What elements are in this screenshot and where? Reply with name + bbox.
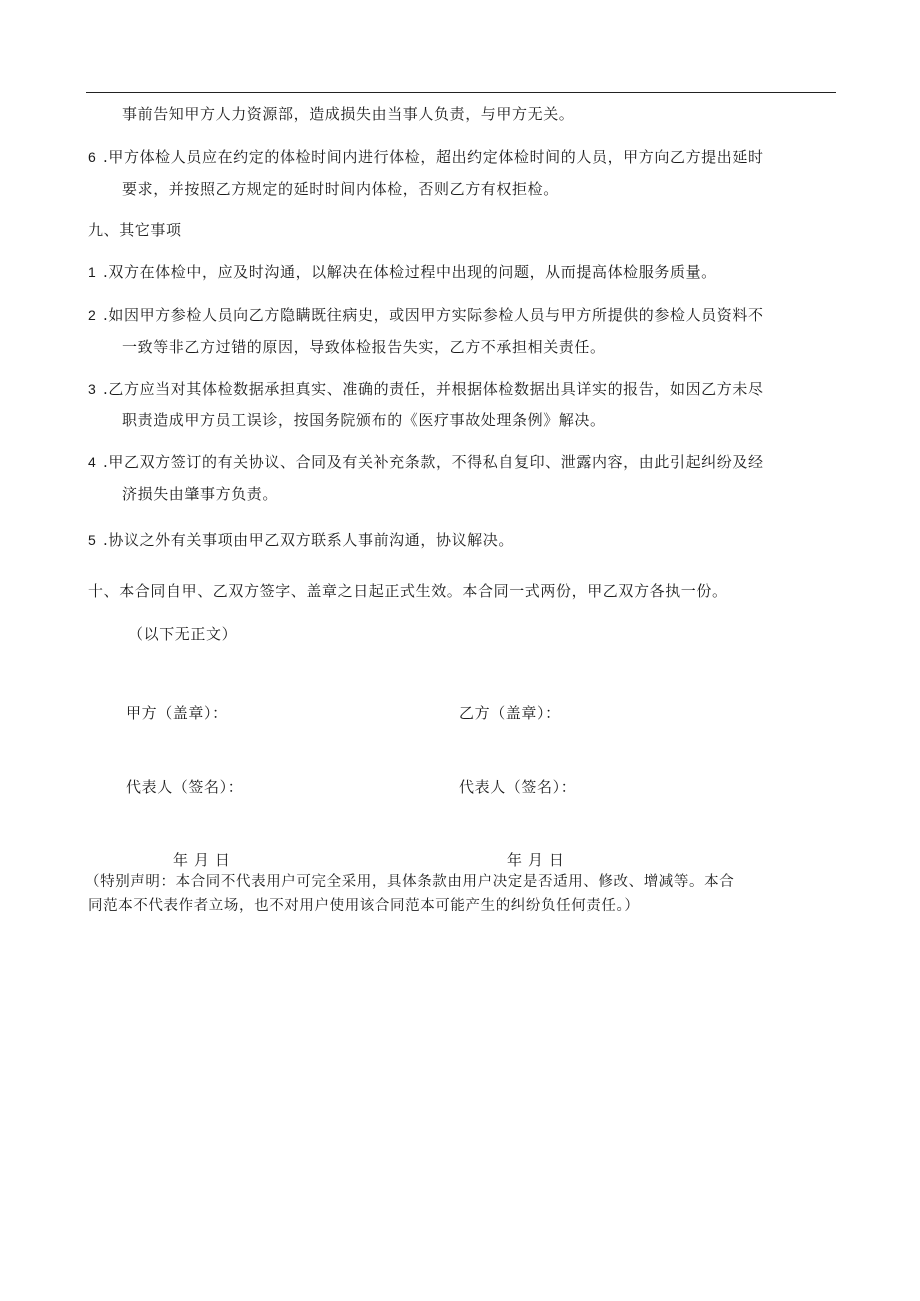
item-9-4-line-1: .甲乙双方签订的有关协议、合同及有关补充条款，不得私自复印、泄露内容，由此引起纠纷及经 <box>103 453 764 471</box>
party-b-seal-label: 乙方（盖章）： <box>459 704 561 722</box>
section-9-heading: 九、其它事项 <box>88 221 182 239</box>
disclaimer-line-1: （特别声明：本合同不代表用户可完全采用，具体条款由用户决定是否适用、修改、增减等。本合 <box>85 874 735 890</box>
item-6-line-1: .甲方体检人员应在约定的体检时间内进行体检，超出约定体检时间的人员，甲方向乙方提出延时 <box>103 148 764 166</box>
header-rule <box>86 92 836 93</box>
item-9-4-line-2: 济损失由肇事方负责。 <box>122 485 279 503</box>
party-b-date: 年 月 日 <box>507 851 565 869</box>
party-a-seal-label: 甲方（盖章）： <box>126 704 228 722</box>
item-9-2-number: 2 <box>88 307 96 323</box>
item-9-4-number: 4 <box>88 454 96 470</box>
item-9-1-line-1: .双方在体检中，应及时沟通，以解决在体检过程中出现的问题，从而提高体检服务质量。 <box>103 263 717 281</box>
party-a-date: 年 月 日 <box>173 851 231 869</box>
no-more-text-note: （以下无正文） <box>128 625 238 643</box>
item-6-line-2: 要求，并按照乙方规定的延时时间内体检，否则乙方有权拒检。 <box>122 180 559 198</box>
item-9-2-line-1: .如因甲方参检人员向乙方隐瞒既往病史，或因甲方实际参检人员与甲方所提供的参检人员资料不 <box>103 306 764 324</box>
item-9-3-line-2: 职责造成甲方员工误诊，按国务院颁布的《医疗事故处理条例》解决。 <box>122 411 606 429</box>
party-b-representative-label: 代表人（签名）： <box>459 778 577 796</box>
disclaimer-line-2: 同范本不代表作者立场，也不对用户使用该合同范本可能产生的纠纷负任何责任。） <box>88 898 640 914</box>
item-9-1-number: 1 <box>88 264 96 280</box>
section-10-text: 十、本合同自甲、乙双方签字、盖章之日起正式生效。本合同一式两份，甲乙双方各执一份。 <box>88 582 728 600</box>
item-9-3-number: 3 <box>88 381 96 397</box>
item-9-2-line-2: 一致等非乙方过错的原因，导致体检报告失实，乙方不承担相关责任。 <box>122 338 606 356</box>
item-9-5-line-1: .协议之外有关事项由甲乙双方联系人事前沟通，协议解决。 <box>103 531 514 549</box>
item-9-3-line-1: .乙方应当对其体检数据承担真实、准确的责任，并根据体检数据出具详实的报告，如因乙方未尽 <box>103 380 764 398</box>
continuation-line: 事前告知甲方人力资源部，造成损失由当事人负责，与甲方无关。 <box>122 105 575 123</box>
item-6-number: 6 <box>88 149 96 165</box>
item-9-5-number: 5 <box>88 532 96 548</box>
party-a-representative-label: 代表人（签名）： <box>126 778 244 796</box>
